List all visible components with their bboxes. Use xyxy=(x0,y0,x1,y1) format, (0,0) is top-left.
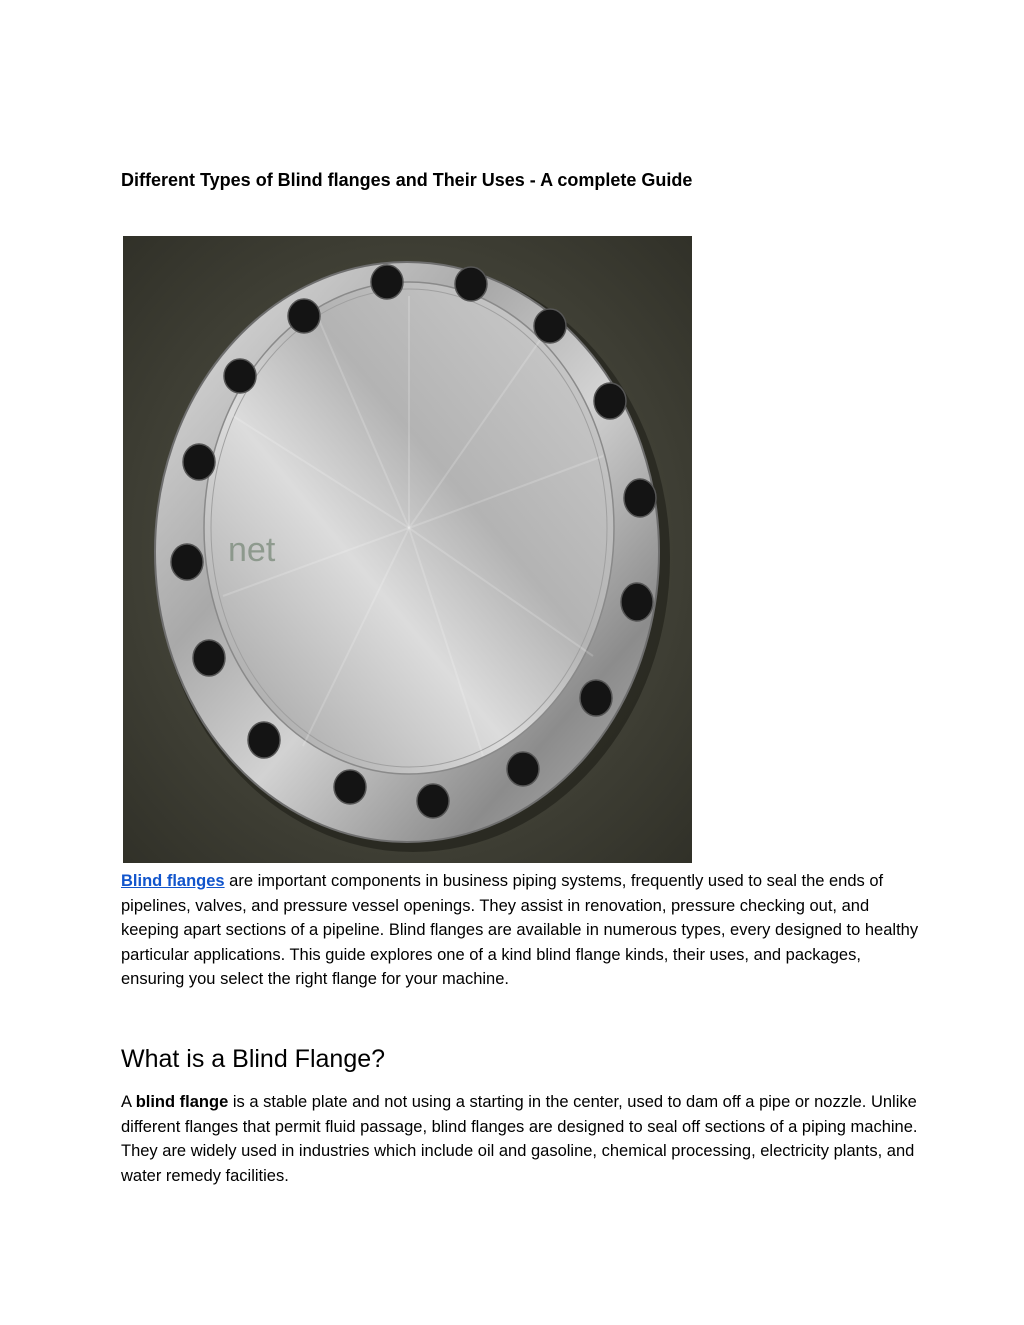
watermark-text: net xyxy=(228,531,276,569)
blind-flange-photo xyxy=(123,236,692,863)
intro-paragraph xyxy=(121,869,921,992)
section-heading: What is a Blind Flange? xyxy=(121,1045,386,1073)
definition-bold-term: blind flange xyxy=(135,1093,229,1111)
blind-flanges-link[interactable]: Blind flanges xyxy=(121,872,225,890)
intro-text: are important components in business piping systems, frequently used to seal the ends of pipelines, valves, and pressure vessel openings. They assist in renovation, pressure checking out, and keeping apart sections of a pipeline. Blind flanges are available in numerous types, every designed to healthy particular applications. This guide explores one of a kind blind flange kinds, their uses, and packages, ensuring you select the right flange for your machine. xyxy=(121,872,919,988)
definition-lead: A xyxy=(121,1093,136,1111)
definition-body: is a stable plate and not using a starting in the center, used to dam off a pipe or nozzle. Unlike different flanges that permit fluid passage, blind flanges are designed to seal off sections of a piping machine. They are widely used in industries which include oil and gasoline, chemical processing, electricity plants, and water remedy facilities. xyxy=(121,1093,918,1185)
document-title: Different Types of Blind flanges and Their Uses - A complete Guide xyxy=(121,170,693,190)
definition-paragraph xyxy=(121,1090,921,1188)
